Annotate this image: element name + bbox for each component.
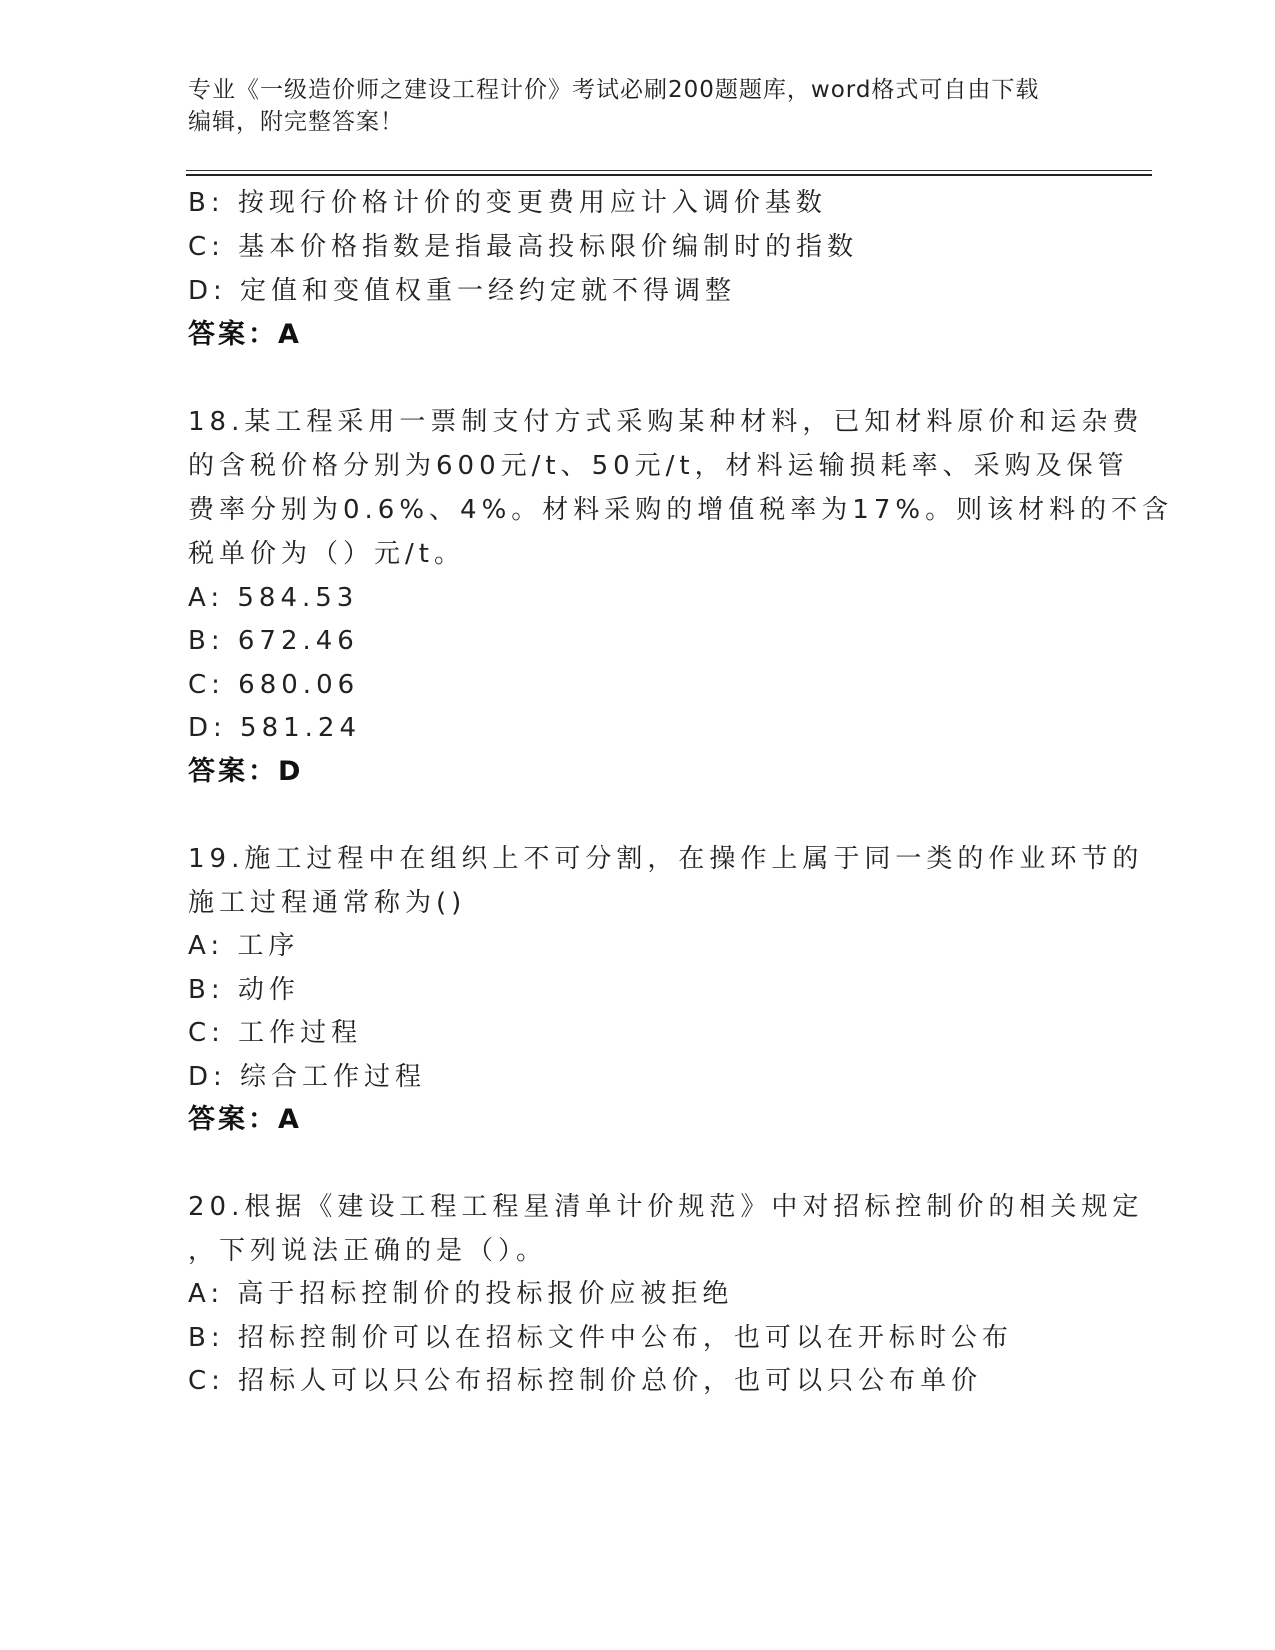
q19-option-d: D: 综合工作过程: [188, 1062, 427, 1092]
q19-option-a: A: 工序: [188, 931, 300, 961]
q18-option-b: B: 672.46: [188, 626, 359, 656]
q20-option-b: B: 招标控制价可以在招标文件中公布，也可以在开标时公布: [188, 1323, 1013, 1353]
q18-option-c: C: 680.06: [188, 670, 360, 700]
answer-value: A: [278, 319, 302, 350]
header-rule-thick: [186, 174, 1152, 176]
q17-option-c: C: 基本价格指数是指最高投标限价编制时的指数: [188, 232, 859, 262]
q18-stem-line-2: 的含税价格分别为600元/t、50元/t，材料运输损耗率、采购及保管: [188, 451, 1129, 481]
q20-option-a: A: 高于招标控制价的投标报价应被拒绝: [188, 1279, 734, 1309]
header-rule-thin: [186, 170, 1152, 171]
answer-value: D: [278, 756, 304, 787]
q18-stem-line-4: 税单价为（）元/t。: [188, 539, 465, 569]
document-header: [188, 74, 1088, 138]
q19-stem-line-2: 施工过程通常称为(): [188, 888, 467, 918]
answer-label: 答案：: [188, 756, 278, 787]
q19-option-b: B: 动作: [188, 975, 300, 1005]
q20-stem-line-2: ，下列说法正确的是（）。: [188, 1236, 548, 1266]
q20-stem-line-1: 20.根据《建设工程工程星清单计价规范》中对招标控制价的相关规定: [188, 1192, 1144, 1222]
header-line-2: 编辑，附完整答案！: [188, 109, 404, 135]
q17-answer: [188, 318, 302, 352]
answer-label: 答案：: [188, 1104, 278, 1135]
q17-option-b: B: 按现行价格计价的变更费用应计入调价基数: [188, 188, 827, 218]
header-line-1: 专业《一级造价师之建设工程计价》考试必刷200题题库，word格式可自由下载: [188, 77, 1040, 103]
q18-option-a: A: 584.53: [188, 583, 359, 613]
answer-label: 答案：: [188, 319, 278, 350]
q19-stem-line-1: 19.施工过程中在组织上不可分割，在操作上属于同一类的作业环节的: [188, 844, 1144, 874]
q18-answer: [188, 755, 303, 789]
q18-stem-line-3: 费率分别为0.6%、4%。材料采购的增值税率为17%。则该材料的不含: [188, 495, 1174, 525]
q18-stem-line-1: 18.某工程采用一票制支付方式采购某种材料，已知材料原价和运杂费: [188, 407, 1144, 437]
q18-option-d: D: 581.24: [188, 713, 362, 743]
q17-option-d: D: 定值和变值权重一经约定就不得调整: [188, 276, 737, 306]
q20-option-c: C: 招标人可以只公布招标控制价总价，也可以只公布单价: [188, 1366, 983, 1396]
q19-answer: [188, 1103, 302, 1137]
answer-value: A: [278, 1104, 302, 1135]
q19-option-c: C: 工作过程: [188, 1018, 363, 1048]
